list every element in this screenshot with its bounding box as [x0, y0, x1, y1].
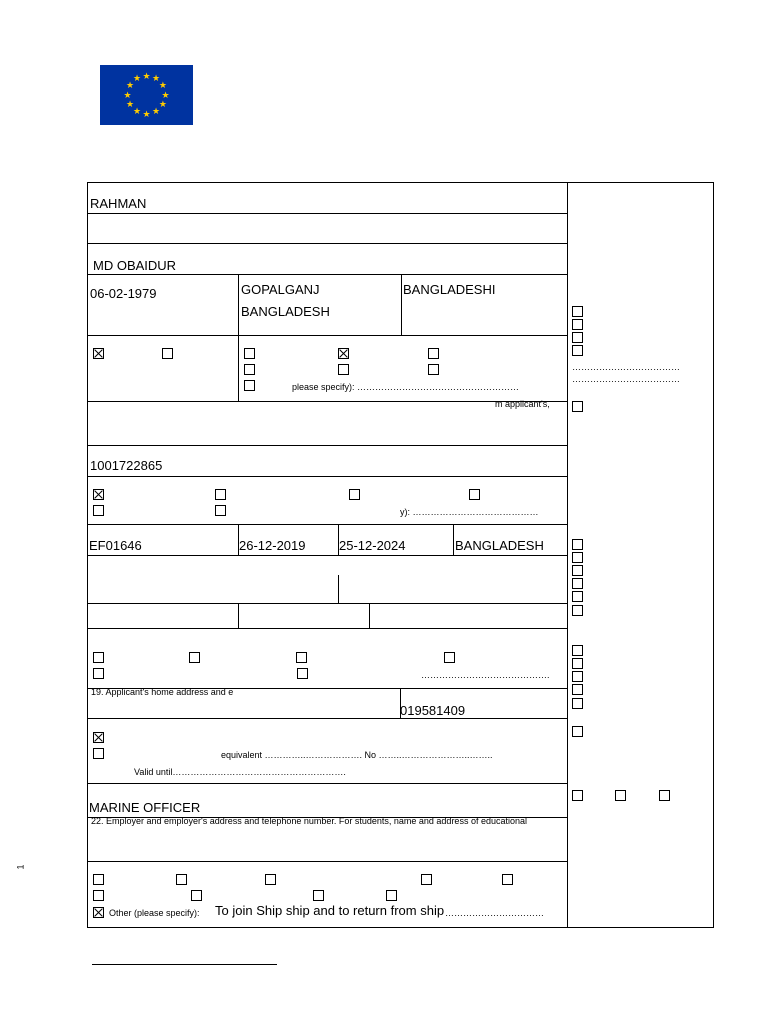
side-checkbox[interactable] — [572, 306, 583, 317]
purpose-official-checkbox[interactable] — [93, 890, 104, 901]
eu-star-icon: ★ — [158, 99, 167, 109]
side-checkbox[interactable] — [572, 578, 583, 589]
purpose-business-checkbox[interactable] — [176, 874, 187, 885]
row18-dotted-line: ……………………………………. — [421, 670, 550, 680]
doc-diplomatic-checkbox[interactable] — [215, 489, 226, 500]
residence-equivalent-label: equivalent …………..………………. No ……..…………………..…….. — [221, 750, 493, 760]
purpose-other-checkbox[interactable] — [93, 907, 104, 918]
phone-value[interactable]: 019581409 — [400, 703, 466, 718]
civil-single-checkbox[interactable] — [244, 348, 255, 359]
cell-divider — [401, 274, 402, 335]
doc-special-checkbox[interactable] — [93, 505, 104, 516]
side-checkbox[interactable] — [572, 319, 583, 330]
row-line — [88, 335, 567, 336]
row-line — [88, 783, 567, 784]
cell-divider — [238, 335, 239, 401]
row-line — [88, 243, 567, 244]
row-line — [88, 274, 567, 275]
residence-valid-until-label: Valid until…………………………………………………. — [134, 767, 346, 777]
row18-option5-checkbox[interactable] — [93, 668, 104, 679]
eu-flag-icon — [100, 65, 193, 125]
row-line — [88, 555, 567, 556]
side-checkbox[interactable] — [572, 790, 583, 801]
row18-option1-checkbox[interactable] — [93, 652, 104, 663]
row-line — [88, 718, 567, 719]
side-checkbox[interactable] — [572, 645, 583, 656]
eu-star-icon: ★ — [161, 89, 170, 100]
civil-other-label: please specify): ……………………………………………… — [292, 382, 520, 392]
sex-female-checkbox[interactable] — [162, 348, 173, 359]
row18-option4-checkbox[interactable] — [444, 652, 455, 663]
cell-divider — [338, 575, 339, 603]
purpose-other-label: Other (please specify): — [109, 908, 200, 918]
date-of-birth-value[interactable]: 06-02-1979 — [90, 286, 157, 301]
valid-until-value[interactable]: 25-12-2024 — [339, 538, 406, 553]
purpose-visit-family-checkbox[interactable] — [265, 874, 276, 885]
nationality-value[interactable]: BANGLADESHI — [403, 282, 496, 297]
row18-option3-checkbox[interactable] — [296, 652, 307, 663]
side-checkbox[interactable] — [615, 790, 626, 801]
civil-married-checkbox[interactable] — [338, 348, 349, 359]
purpose-dotted-line: …………………………… — [445, 908, 544, 918]
doc-service-checkbox[interactable] — [349, 489, 360, 500]
civil-partnership-checkbox[interactable] — [428, 364, 439, 375]
doc-other-checkbox[interactable] — [215, 505, 226, 516]
residence-no-checkbox[interactable] — [93, 732, 104, 743]
civil-other-checkbox[interactable] — [244, 380, 255, 391]
eu-star-icon: ★ — [125, 99, 135, 109]
employer-label: 22. Employer and employer's address and telephone number. For students, name and address of educational — [91, 816, 527, 826]
eu-star-icon: ★ — [125, 80, 135, 90]
place-of-birth-line2[interactable]: BANGLADESH — [241, 304, 330, 319]
purpose-study-checkbox[interactable] — [313, 890, 324, 901]
purpose-cultural-checkbox[interactable] — [421, 874, 432, 885]
side-checkbox[interactable] — [572, 658, 583, 669]
civil-widowed-checkbox[interactable] — [338, 364, 349, 375]
occupation-value[interactable]: MARINE OFFICER — [89, 800, 201, 815]
eu-star-icon: ★ — [142, 108, 151, 119]
issued-by-value[interactable]: BANGLADESH — [455, 538, 544, 553]
place-of-birth-line1[interactable]: GOPALGANJ — [241, 282, 320, 297]
national-id-value[interactable]: 1001722865 — [90, 458, 163, 473]
side-checkbox[interactable] — [572, 698, 583, 709]
side-checkbox[interactable] — [572, 671, 583, 682]
passport-number-value[interactable]: EF01646 — [89, 538, 142, 553]
address-label: 19. Applicant's home address and e — [91, 687, 234, 697]
row-line — [88, 445, 567, 446]
side-checkbox[interactable] — [572, 591, 583, 602]
cell-divider — [369, 603, 370, 628]
row18-option6-checkbox[interactable] — [297, 668, 308, 679]
side-checkbox[interactable] — [572, 684, 583, 695]
purpose-tourism-checkbox[interactable] — [93, 874, 104, 885]
cell-divider — [453, 524, 454, 555]
eu-star-icon: ★ — [158, 80, 167, 90]
row-line — [88, 861, 567, 862]
doc-ordinary-passport-checkbox[interactable] — [93, 489, 104, 500]
eu-star-icon: ★ — [123, 89, 132, 100]
side-checkbox[interactable] — [572, 332, 583, 343]
footnote-rule — [92, 964, 277, 965]
eu-star-icon: ★ — [151, 105, 161, 116]
surname-value[interactable]: RAHMAN — [90, 196, 147, 211]
civil-separated-checkbox[interactable] — [428, 348, 439, 359]
residence-yes-checkbox[interactable] — [93, 748, 104, 759]
side-checkbox[interactable] — [572, 539, 583, 550]
eu-star-icon: ★ — [142, 70, 151, 81]
cell-divider — [238, 274, 239, 335]
eu-star-icon: ★ — [151, 73, 161, 84]
side-checkbox[interactable] — [572, 552, 583, 563]
first-name-value[interactable]: MD OBAIDUR — [93, 258, 177, 273]
doc-other-label: y): …………………………………… — [400, 507, 539, 517]
minor-parent-label: m applicant's, — [495, 399, 550, 409]
row18-option2-checkbox[interactable] — [189, 652, 200, 663]
purpose-transit-checkbox[interactable] — [386, 890, 397, 901]
row-line — [88, 213, 567, 214]
issue-date-value[interactable]: 26-12-2019 — [239, 538, 306, 553]
eu-star-icon: ★ — [132, 73, 142, 84]
eu-star-icon: ★ — [132, 105, 142, 116]
purpose-other-value[interactable]: To join Ship ship and to return from ship — [215, 903, 445, 918]
side-checkbox[interactable] — [572, 605, 583, 616]
side-dotted-line: ……………………………… — [572, 374, 680, 384]
row-line — [88, 628, 567, 629]
doc-official-checkbox[interactable] — [469, 489, 480, 500]
side-checkbox[interactable] — [572, 726, 583, 737]
row-line — [88, 524, 567, 525]
side-column-divider — [567, 183, 568, 928]
civil-divorced-checkbox[interactable] — [244, 364, 255, 375]
side-checkbox[interactable] — [572, 345, 583, 356]
purpose-medical-checkbox[interactable] — [191, 890, 202, 901]
row-line — [88, 603, 567, 604]
cell-divider — [238, 603, 239, 628]
row-line — [88, 476, 567, 477]
side-checkbox[interactable] — [572, 565, 583, 576]
side-dotted-line: ……………………………… — [572, 362, 680, 372]
side-checkbox[interactable] — [659, 790, 670, 801]
sex-male-checkbox[interactable] — [93, 348, 104, 359]
page-number: 1 — [15, 864, 26, 870]
purpose-sports-checkbox[interactable] — [502, 874, 513, 885]
side-checkbox[interactable] — [572, 401, 583, 412]
